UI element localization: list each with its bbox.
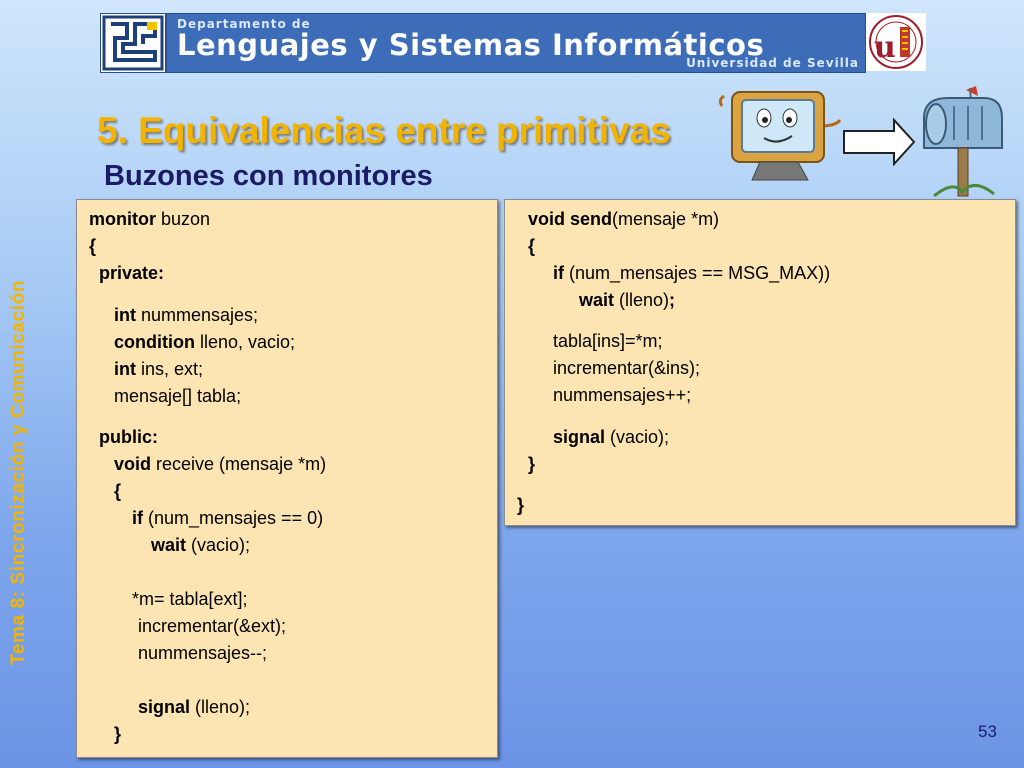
code-line: incrementar(&ext); xyxy=(138,616,287,636)
receive-code-box xyxy=(76,199,498,758)
code-line: private: xyxy=(99,263,165,283)
code-line: condition lleno, vacio; xyxy=(114,332,296,352)
code-line: if (num_mensajes == 0) xyxy=(132,508,324,528)
code-line: nummensajes--; xyxy=(138,643,268,663)
code-line: if (num_mensajes == MSG_MAX)) xyxy=(553,263,831,283)
code-line: public: xyxy=(99,427,158,447)
code-line: int ins, ext; xyxy=(114,359,204,379)
code-line: monitor buzon xyxy=(89,209,211,229)
banner-department-label: Departamento de xyxy=(177,17,311,31)
sidebar-topic-label: Tema 8: Sincronización y Comunicación xyxy=(8,279,29,665)
code-line: signal (vacio); xyxy=(553,427,670,447)
code-line: { xyxy=(114,481,122,501)
code-line: *m= tabla[ext]; xyxy=(132,589,248,609)
code-line: wait (lleno); xyxy=(579,290,676,310)
code-line: { xyxy=(528,236,536,256)
lsi-logo-icon xyxy=(101,14,167,72)
code-line: mensaje[] tabla; xyxy=(114,386,242,406)
code-line: nummensajes++; xyxy=(553,385,692,405)
svg-text:u: u xyxy=(874,30,896,65)
banner-title: Lenguajes y Sistemas Informáticos xyxy=(177,28,765,62)
slide-title: 5. Equivalencias entre primitivas xyxy=(97,110,671,151)
code-line: { xyxy=(89,236,97,256)
code-line: wait (vacio); xyxy=(151,535,251,555)
code-line: incrementar(&ins); xyxy=(553,358,701,378)
university-seal-icon xyxy=(866,13,926,71)
code-line: signal (lleno); xyxy=(138,697,251,717)
page-number: 53 xyxy=(978,722,997,741)
department-banner xyxy=(100,13,866,73)
code-line: } xyxy=(528,454,536,474)
code-line: void send(mensaje *m) xyxy=(528,209,720,229)
code-line: } xyxy=(517,495,525,515)
code-line: void receive (mensaje *m) xyxy=(114,454,327,474)
arrow-right-icon xyxy=(842,118,916,166)
slide-subtitle: Buzones con monitores xyxy=(104,160,433,192)
computer-clipart-icon xyxy=(716,86,846,186)
send-code-box xyxy=(504,199,1016,526)
mailbox-clipart-icon xyxy=(914,84,1024,200)
code-line: } xyxy=(114,724,122,744)
code-line: tabla[ins]=*m; xyxy=(553,331,663,351)
code-line: int nummensajes; xyxy=(114,305,259,325)
banner-university: Universidad de Sevilla xyxy=(686,56,859,70)
